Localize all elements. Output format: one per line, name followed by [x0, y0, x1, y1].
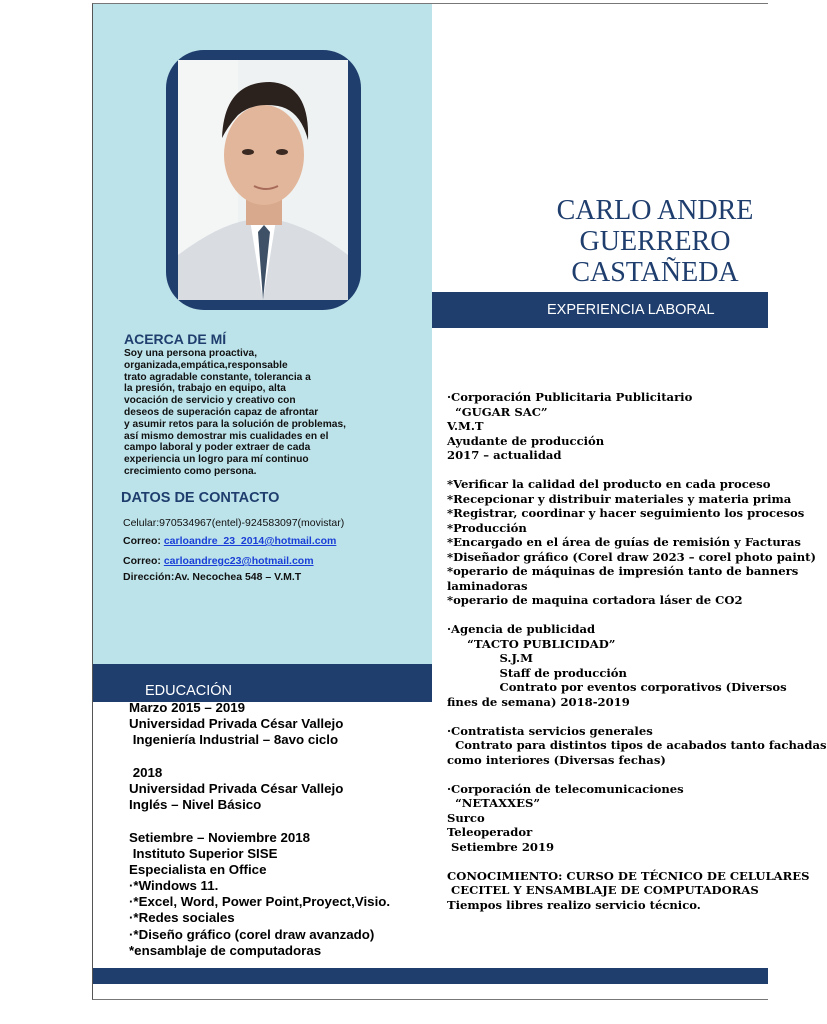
- exp-line: *Producción: [447, 520, 527, 535]
- edu-line: Especialista en Office: [129, 861, 267, 877]
- name-line-1: CARLO ANDRE: [556, 195, 754, 226]
- edu-line: Universidad Privada César Vallejo: [129, 780, 344, 796]
- exp-line: “NETAXXES”: [447, 796, 541, 810]
- email-link-1[interactable]: carloandre_23_2014@hotmail.com: [163, 535, 337, 547]
- exp-line: fines de semana) 2018-2019: [447, 694, 630, 709]
- experience-text: [447, 390, 827, 912]
- exp-line: *Registrar, coordinar y hacer seguimiento los procesos: [447, 506, 805, 520]
- exp-line: laminadoras: [447, 578, 528, 593]
- exp-line: [447, 709, 768, 724]
- about-line: experiencia un logro para mí continuo: [124, 454, 309, 466]
- exp-line: CONOCIMIENTO: CURSO DE TÉCNICO DE CELULARES: [447, 868, 810, 883]
- exp-line: [447, 463, 768, 478]
- edu-line: Inglés – Nivel Básico: [129, 797, 262, 813]
- about-line: así mismo demostrar mis cualidades en el: [124, 430, 329, 442]
- email-label: Correo:: [123, 535, 164, 547]
- exp-line: Tiempos libres realizo servicio técnico.: [447, 897, 701, 912]
- exp-line: [447, 767, 768, 782]
- contact-email-2: [123, 555, 314, 567]
- edu-line: ·*Diseño gráfico (corel draw avanzado): [129, 926, 375, 942]
- email-link-2[interactable]: carloandregc23@hotmail.com: [163, 555, 314, 567]
- exp-line: *Diseñador gráfico (Corel draw 2023 – corel photo paint): [447, 549, 816, 564]
- name-line-3: CASTAÑEDA: [571, 257, 739, 288]
- contact-title: DATOS DE CONTACTO: [121, 490, 280, 506]
- edu-line: [129, 749, 390, 765]
- exp-line: *operario de máquinas de impresión tanto de banners: [447, 564, 799, 578]
- exp-line: *Recepcionar y distribuir materiales y materia prima: [447, 491, 792, 506]
- about-text: [124, 348, 364, 478]
- exp-line: [447, 854, 768, 869]
- edu-line: Ingeniería Industrial – 8avo ciclo: [129, 732, 339, 748]
- about-line: trato agradable constante, tolerancia a: [124, 371, 311, 383]
- exp-line: Contrato para distintos tipos de acabados tanto fachadas: [447, 738, 827, 752]
- about-line: crecimiento como persona.: [124, 465, 257, 477]
- exp-line: *Encargado en el área de guías de remisión y Facturas: [447, 535, 801, 549]
- contact-address: Dirección:Av. Necochea 548 – V.M.T: [123, 571, 302, 583]
- exp-line: ·Agencia de publicidad: [447, 622, 596, 636]
- edu-line: ·*Excel, Word, Power Point,Proyect,Visio.: [129, 894, 391, 910]
- email-label: Correo:: [123, 555, 164, 567]
- exp-line: Setiembre 2019: [447, 839, 555, 854]
- exp-line: Contrato por eventos corporativos (Diversos: [447, 680, 787, 694]
- contact-email-1: [123, 535, 336, 547]
- about-line: campo laboral y poder extraer de cada: [124, 442, 311, 454]
- edu-line: ·*Redes sociales: [129, 910, 235, 926]
- edu-line: Instituto Superior SISE: [129, 845, 278, 861]
- edu-line: 2018: [129, 764, 163, 780]
- exp-line: Staff de producción: [447, 665, 627, 680]
- exp-line: Teleoperador: [447, 825, 533, 839]
- exp-line: 2017 – actualidad: [447, 448, 562, 462]
- contact-phone: Celular:970534967(entel)-924583097(movistar): [123, 517, 345, 529]
- exp-line: ·Contratista servicios generales: [447, 723, 653, 738]
- about-line: organizada,empática,responsable: [124, 359, 288, 371]
- exp-line: S.J.M: [447, 651, 533, 665]
- edu-line: [129, 813, 390, 829]
- exp-line: Ayudante de producción: [447, 433, 605, 448]
- edu-line: Setiembre – Noviembre 2018: [129, 829, 311, 845]
- exp-line: *Verificar la calidad del producto en cada proceso: [447, 477, 771, 491]
- about-line: y asumir retos para la solución de problemas,: [124, 418, 346, 430]
- education-header-band: [93, 664, 432, 702]
- exp-line: *operario de maquina cortadora láser de CO2: [447, 593, 743, 607]
- exp-line: “GUGAR SAC”: [447, 404, 548, 419]
- exp-line: V.M.T: [447, 419, 484, 433]
- exp-line: Surco: [447, 810, 485, 825]
- edu-line: Universidad Privada César Vallejo: [129, 716, 344, 732]
- edu-line: Marzo 2015 – 2019: [129, 700, 246, 715]
- name-line-2: GUERRERO: [579, 226, 731, 257]
- exp-line: “TACTO PUBLICIDAD”: [447, 636, 616, 651]
- about-line: deseos de superación capaz de afrontar: [124, 406, 319, 418]
- about-title: ACERCA DE MÍ: [124, 331, 227, 347]
- exp-line: como interiores (Diversas fechas): [447, 752, 666, 767]
- footer-band: [93, 968, 768, 984]
- candidate-name: [530, 195, 780, 288]
- about-line: la presión, trabajo en equipo, alta: [124, 383, 286, 395]
- about-line: vocación de servicio y creativo con: [124, 395, 296, 407]
- about-line: Soy una persona proactiva,: [124, 348, 258, 359]
- profile-photo: [178, 60, 348, 300]
- education-text: [129, 700, 390, 959]
- exp-line: [447, 608, 768, 623]
- edu-line: *ensamblaje de computadoras: [129, 942, 322, 958]
- exp-line: CECITEL Y ENSAMBLAJE DE COMPUTADORAS: [447, 883, 759, 897]
- experience-title: EXPERIENCIA LABORAL: [547, 302, 715, 318]
- exp-line: ·Corporación Publicitaria Publicitario: [447, 390, 693, 404]
- education-title: EDUCACIÓN: [145, 683, 233, 699]
- edu-line: ·*Windows 11.: [129, 878, 219, 894]
- exp-line: ·Corporación de telecomunicaciones: [447, 781, 684, 796]
